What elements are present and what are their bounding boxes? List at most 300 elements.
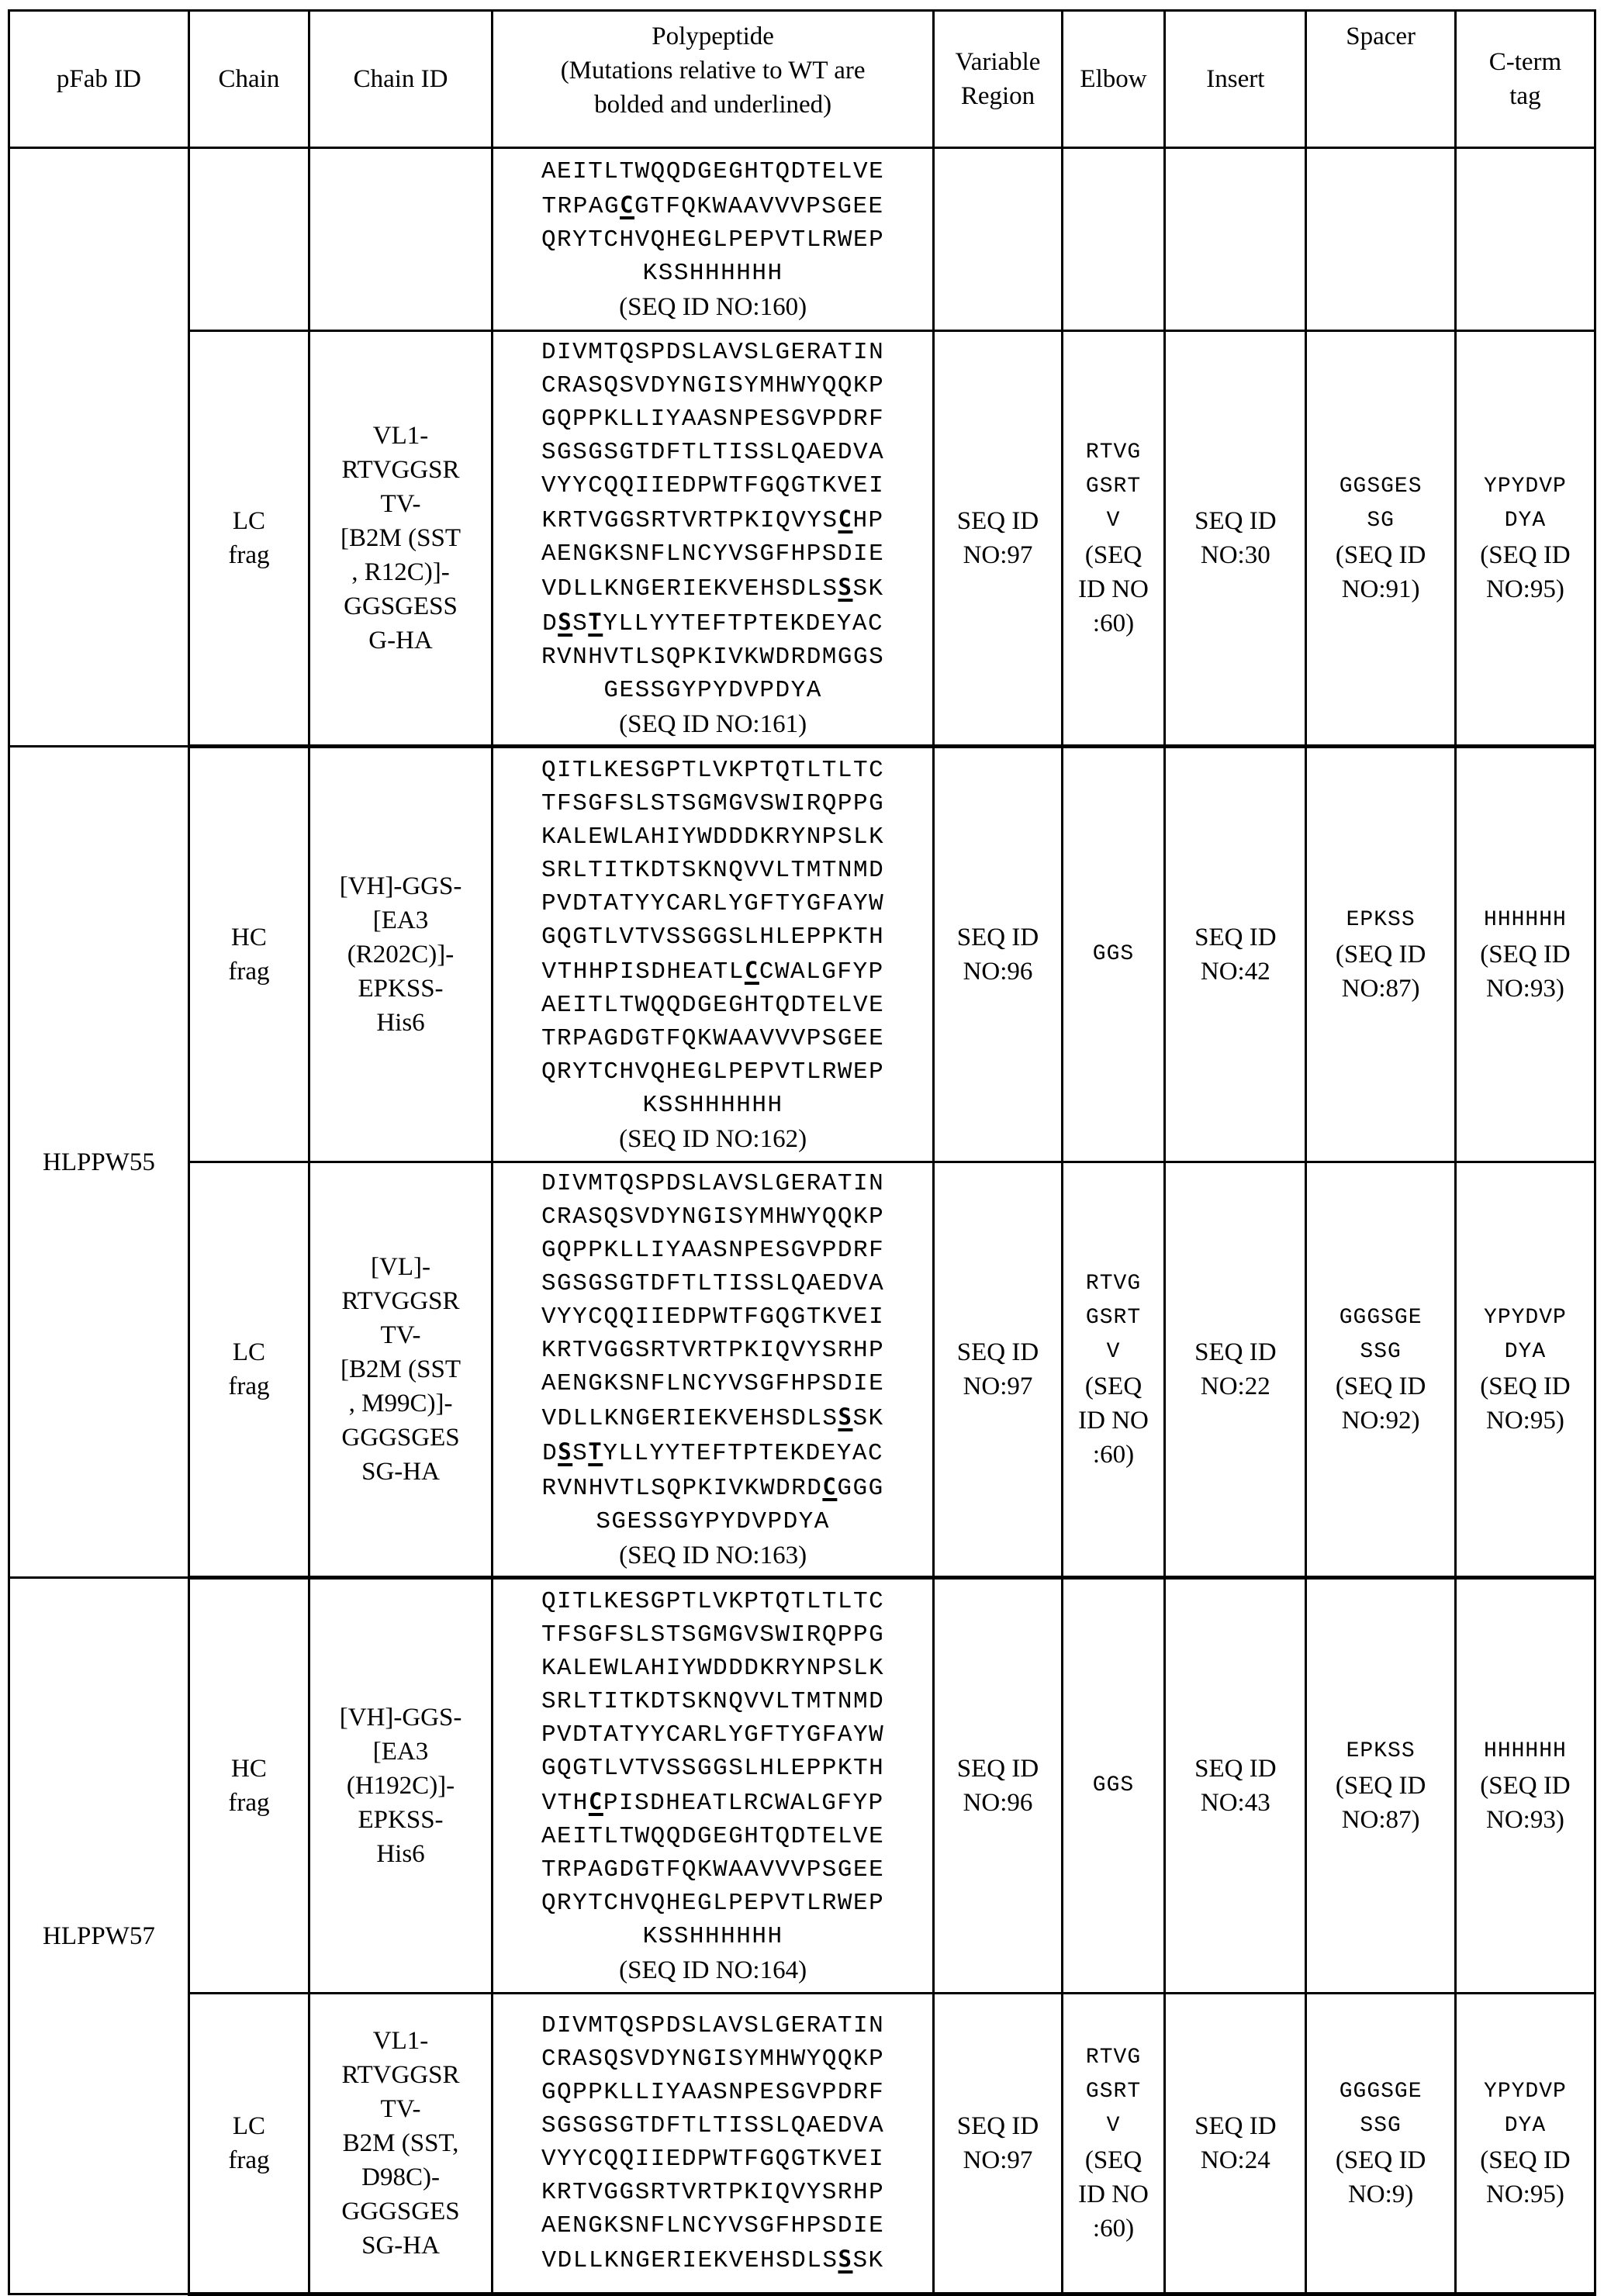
sequence-segment: CRASQSVDYNGISYMHWYQQKP: [541, 371, 885, 399]
sequence-line: [493, 1920, 932, 1953]
spacer-seq-ref: (SEQ ID: [1335, 1772, 1426, 1800]
sequence-segment: GQPPKLLIYAASNPESGVPDRF: [541, 2079, 885, 2106]
spacer-cell: [1306, 747, 1455, 1162]
mutation-residue: C: [838, 505, 853, 532]
sequence-line: [493, 2009, 932, 2042]
cterm-sequence: YPYDVP: [1484, 2080, 1567, 2104]
elbow-sequence: V: [1106, 2114, 1121, 2138]
spacer-sequence: EPKSS: [1346, 908, 1416, 932]
sequence-line: [493, 674, 932, 707]
cell-line: TV-: [380, 2095, 421, 2123]
chain-cell: [188, 1162, 309, 1578]
cell-line: NO:96: [963, 958, 1033, 986]
sequence-line: [493, 336, 932, 369]
cell-line: NO:97: [963, 541, 1033, 569]
sequence-line: [493, 754, 932, 787]
sequence-line: [493, 436, 932, 469]
cell-line: RTVGGSR: [341, 1287, 460, 1315]
cell-line: NO:24: [1200, 2146, 1270, 2174]
chain-id-cell: [309, 148, 493, 331]
sequence-segment: VYYCQQIIEDPWTFGQGTKVEI: [541, 2146, 885, 2173]
header-spacer: Spacer: [1306, 11, 1455, 148]
sequence-line: [493, 502, 932, 537]
sequence-segment: SGSGSGTDFTLTISSLQAEDVA: [541, 1269, 885, 1297]
cterm-sequence: DYA: [1504, 509, 1547, 533]
cell-line: RTVGGSR: [341, 456, 460, 484]
cterm-tag-cell: [1455, 1162, 1595, 1578]
mutation-residue: S: [558, 1438, 573, 1465]
sequence-line: [493, 640, 932, 674]
sequence-segment: AENGKSNFLNCYVSGFHPSDIE: [541, 1369, 885, 1397]
sequence-line: [493, 369, 932, 402]
elbow-seq-ref: ID NO: [1078, 1407, 1149, 1435]
mutation-residue: S: [838, 2246, 853, 2272]
elbow-sequence: RTVG: [1085, 440, 1142, 464]
sequence-segment: YLLYYTEFTPTEKDEYAC: [603, 609, 884, 637]
sequence-segment: PVDTATYYCARLYGFTYGFAYW: [541, 889, 885, 917]
pfab-id: HLPPW55: [42, 1148, 155, 1176]
cell-line: NO:97: [963, 1372, 1033, 1400]
sequence-line: [493, 1022, 932, 1055]
cterm-tag-cell: [1455, 1578, 1595, 1994]
cell-line: SEQ ID: [956, 1755, 1039, 1783]
header-elbow: Elbow: [1062, 11, 1164, 148]
spacer-cell: [1306, 148, 1455, 331]
seq-id-reference: (SEQ ID NO:163): [619, 1541, 807, 1569]
cell-line: SG-HA: [361, 1458, 440, 1486]
variable-region-cell: [934, 747, 1063, 1162]
mutation-residue: C: [744, 956, 759, 983]
sequence-segment: KSSHHHHHH: [642, 1922, 783, 1950]
chain-label: HC: [231, 1755, 267, 1783]
sequence-line: [493, 954, 932, 989]
cell-line: SEQ ID: [956, 1338, 1039, 1366]
cterm-seq-ref: (SEQ ID: [1480, 1372, 1571, 1400]
sequence-line: [493, 1300, 932, 1334]
mutation-residue: C: [620, 191, 635, 218]
chain-label: frag: [228, 541, 270, 569]
insert-cell: [1165, 1994, 1306, 2294]
elbow-cell: [1062, 331, 1164, 747]
pfab-id: HLPPW57: [42, 1921, 155, 1950]
spacer-sequence: SSG: [1360, 1340, 1402, 1364]
sequence-segment: YLLYYTEFTPTEKDEYAC: [603, 1439, 884, 1467]
sequence-segment: KALEWLAHIYWDDDKRYNPSLK: [541, 1654, 885, 1682]
pfab-id-cell: [9, 1578, 189, 2294]
insert-cell: [1165, 331, 1306, 747]
polypeptide-cell: [493, 148, 934, 331]
elbow-seq-ref: ID NO: [1078, 575, 1149, 603]
cell-line: NO:22: [1200, 1372, 1270, 1400]
chain-label: HC: [231, 924, 267, 951]
header-cterm-tag: C-term tag: [1455, 11, 1595, 148]
elbow-sequence: RTVG: [1085, 2046, 1142, 2070]
spacer-cell: [1306, 1994, 1455, 2294]
sequence-segment: KRTVGGSRTVRTPKIQVYS: [541, 506, 838, 534]
elbow-seq-ref: ID NO: [1078, 2180, 1149, 2208]
sequence-line: [493, 188, 932, 223]
cterm-seq-ref: (SEQ ID: [1480, 1772, 1571, 1800]
sequence-line: [493, 2209, 932, 2242]
sequence-line: [493, 1853, 932, 1887]
cell-line: NO:42: [1200, 958, 1270, 986]
spacer-cell: [1306, 331, 1455, 747]
sequence-line: [493, 1685, 932, 1718]
spacer-seq-ref: (SEQ ID: [1335, 941, 1426, 968]
sequence-line: [493, 787, 932, 820]
sequence-line: [493, 155, 932, 188]
sequence-segment: GTFQKWAAVVVPSGEE: [634, 192, 884, 220]
elbow-sequence: GGS: [1092, 1773, 1135, 1797]
sequence-line: [493, 1089, 932, 1122]
cterm-sequence: HHHHHH: [1484, 908, 1567, 932]
cell-line: [VH]-GGS-: [339, 872, 462, 900]
spacer-sequence: EPKSS: [1346, 1739, 1416, 1763]
sequence-segment: QITLKESGPTLVKPTQTLTLTC: [541, 756, 885, 784]
cell-line: SG-HA: [361, 2232, 440, 2260]
sequence-line: [493, 1367, 932, 1400]
cell-line: TV-: [380, 490, 421, 518]
sequence-segment: CWALGFYP: [759, 958, 884, 986]
sequence-line: [493, 1055, 932, 1089]
sequence-segment: PISDHEATLRCWALGFYP: [603, 1789, 884, 1817]
mutation-residue: S: [558, 608, 573, 635]
cell-line: VL1-: [372, 422, 429, 450]
sequence-segment: PVDTATYYCARLYGFTYGFAYW: [541, 1721, 885, 1749]
cterm-tag-cell: [1455, 747, 1595, 1162]
sequence-line: [493, 1820, 932, 1853]
sequence-segment: RVNHVTLSQPKIVKWDRD: [541, 1474, 823, 1502]
sequence-line: [493, 920, 932, 954]
chain-label: frag: [228, 2146, 270, 2174]
sequence-segment: AEITLTWQQDGEGHTQDTELVE: [541, 157, 885, 185]
variable-region-cell: [934, 1578, 1063, 1994]
sequence-segment: GQGTLVTVSSGGSLHLEPPKTH: [541, 1754, 885, 1782]
sequence-line: [493, 1167, 932, 1200]
polypeptide-cell: [493, 1578, 934, 1994]
seq-id-reference: (SEQ ID NO:164): [619, 1956, 807, 1984]
sequence-segment: HP: [852, 506, 884, 534]
sequence-segment: AEITLTWQQDGEGHTQDTELVE: [541, 1822, 885, 1850]
spacer-seq-ref: NO:91): [1341, 575, 1420, 603]
sequence-line: [493, 606, 932, 640]
sequence-segment: GQPPKLLIYAASNPESGVPDRF: [541, 405, 885, 433]
mutation-residue: C: [588, 1787, 603, 1814]
cell-line: SEQ ID: [956, 2112, 1039, 2140]
sequence-segment: CRASQSVDYNGISYMHWYQQKP: [541, 1203, 885, 1231]
cterm-sequence: YPYDVP: [1484, 475, 1567, 499]
spacer-seq-ref: NO:9): [1347, 2180, 1414, 2208]
cterm-sequence: DYA: [1504, 2114, 1547, 2138]
sequence-segment: RVNHVTLSQPKIVKWDRDMGGS: [541, 643, 885, 671]
chain-cell: [188, 1994, 309, 2294]
sequence-line: [493, 1887, 932, 1920]
chain-id-cell: [309, 747, 493, 1162]
cell-line: [B2M (SST: [341, 1355, 461, 1383]
sequence-line: [493, 2176, 932, 2209]
sequence-line: [493, 223, 932, 257]
sequence-segment: S: [572, 1439, 589, 1467]
chain-cell: [188, 747, 309, 1162]
sequence-line: [493, 2142, 932, 2176]
sequence-line: [493, 1334, 932, 1367]
chain-id-cell: [309, 1994, 493, 2294]
sequence-segment: DIVMTQSPDSLAVSLGERATIN: [541, 1169, 885, 1197]
sequence-line: [493, 1234, 932, 1267]
chain-cell: [188, 1578, 309, 1994]
sequence-segment: QRYTCHVQHEGLPEPVTLRWEP: [541, 1058, 885, 1086]
spacer-cell: [1306, 1578, 1455, 1994]
variable-region-cell: [934, 1162, 1063, 1578]
sequence-segment: SK: [852, 575, 884, 602]
cell-line: B2M (SST,: [342, 2129, 459, 2157]
sequence-segment: GQGTLVTVSSGGSLHLEPPKTH: [541, 923, 885, 951]
elbow-cell: [1062, 148, 1164, 331]
pfab-id-cell: [9, 148, 189, 747]
sequence-segment: TFSGFSLSTSGMGVSWIRQPPG: [541, 1621, 885, 1649]
sequence-segment: S: [572, 609, 589, 637]
sequence-segment: SK: [852, 2247, 884, 2274]
sequence-line: [493, 2242, 932, 2277]
elbow-seq-ref: (SEQ: [1084, 2146, 1143, 2174]
cell-line: SEQ ID: [1194, 1338, 1277, 1366]
sequence-line: [493, 1785, 932, 1820]
cell-line: NO:96: [963, 1789, 1033, 1817]
sequence-segment: SGSGSGTDFTLTISSLQAEDVA: [541, 438, 885, 466]
chain-cell: [188, 331, 309, 747]
table-row: [9, 1162, 1595, 1578]
sequence-segment: VTH: [541, 1789, 589, 1817]
elbow-sequence: GGS: [1092, 942, 1135, 966]
sequence-table: [8, 9, 1596, 2296]
sequence-line: [493, 1718, 932, 1752]
elbow-sequence: V: [1106, 509, 1121, 533]
sequence-line: [493, 1752, 932, 1785]
elbow-cell: [1062, 747, 1164, 1162]
sequence-segment: DIVMTQSPDSLAVSLGERATIN: [541, 2012, 885, 2039]
elbow-seq-ref: (SEQ: [1084, 1372, 1143, 1400]
cterm-seq-ref: NO:95): [1486, 2180, 1564, 2208]
table-row: [9, 747, 1595, 1162]
sequence-segment: TFSGFSLSTSGMGVSWIRQPPG: [541, 789, 885, 817]
sequence-segment: KALEWLAHIYWDDDKRYNPSLK: [541, 823, 885, 851]
sequence-line: [493, 2076, 932, 2109]
cell-line: SEQ ID: [1194, 924, 1277, 951]
cell-line: SEQ ID: [1194, 2112, 1277, 2140]
sequence-line: [493, 820, 932, 854]
cterm-seq-ref: NO:93): [1486, 1806, 1564, 1834]
spacer-cell: [1306, 1162, 1455, 1578]
cterm-seq-ref: NO:95): [1486, 575, 1564, 603]
sequence-segment: KSSHHHHHH: [642, 259, 783, 287]
sequence-line: [493, 1470, 932, 1505]
chain-id-cell: [309, 331, 493, 747]
sequence-line: [493, 1505, 932, 1538]
sequence-segment: VYYCQQIIEDPWTFGQGTKVEI: [541, 1303, 885, 1331]
sequence-segment: KSSHHHHHH: [642, 1091, 783, 1119]
sequence-segment: D: [542, 1439, 558, 1467]
sequence-segment: DIVMTQSPDSLAVSLGERATIN: [541, 338, 885, 366]
header-chain-id: Chain ID: [309, 11, 493, 148]
sequence-line: [493, 571, 932, 606]
cell-line: GGGSGES: [341, 1424, 460, 1452]
sequence-segment: VDLLKNGERIEKVEHSDLS: [541, 1404, 838, 1432]
cterm-seq-ref: NO:93): [1486, 975, 1564, 1003]
elbow-cell: [1062, 1162, 1164, 1578]
sequence-line: [493, 989, 932, 1022]
cell-line: , M99C)]-: [348, 1390, 453, 1417]
cell-line: EPKSS-: [358, 975, 444, 1003]
chain-id-cell: [309, 1578, 493, 1994]
elbow-seq-ref: :60): [1092, 609, 1135, 637]
sequence-line: [493, 469, 932, 502]
cell-line: , R12C)]-: [351, 558, 450, 586]
elbow-cell: [1062, 1578, 1164, 1994]
sequence-line: [493, 1267, 932, 1300]
cell-line: GGGSGES: [341, 2198, 460, 2225]
cell-line: RTVGGSR: [341, 2061, 460, 2089]
spacer-seq-ref: NO:87): [1341, 975, 1420, 1003]
seq-id-reference: (SEQ ID NO:161): [619, 710, 807, 738]
cell-line: TV-: [380, 1321, 421, 1349]
sequence-segment: KRTVGGSRTVRTPKIQVYSRHP: [541, 1336, 885, 1364]
seq-id-reference: (SEQ ID NO:160): [619, 292, 807, 321]
cell-line: SEQ ID: [1194, 507, 1277, 535]
sequence-segment: VDLLKNGERIEKVEHSDLS: [541, 575, 838, 602]
chain-cell: [188, 148, 309, 331]
header-row: [9, 11, 1595, 148]
sequence-line: [493, 1200, 932, 1234]
spacer-seq-ref: (SEQ ID: [1335, 1372, 1426, 1400]
cell-line: NO:30: [1200, 541, 1270, 569]
sequence-line: [493, 2109, 932, 2142]
sequence-segment: D: [542, 609, 558, 637]
cell-line: [VH]-GGS-: [339, 1704, 462, 1731]
spacer-sequence: SG: [1367, 509, 1395, 533]
cterm-seq-ref: (SEQ ID: [1480, 2146, 1571, 2174]
sequence-segment: VDLLKNGERIEKVEHSDLS: [541, 2247, 838, 2274]
sequence-segment: GGG: [837, 1474, 884, 1502]
mutation-residue: T: [588, 1438, 603, 1465]
sequence-segment: AEITLTWQQDGEGHTQDTELVE: [541, 991, 885, 1019]
elbow-sequence: V: [1106, 1340, 1121, 1364]
sequence-segment: AENGKSNFLNCYVSGFHPSDIE: [541, 540, 885, 568]
sequence-line: [493, 1435, 932, 1470]
cell-line: (H192C)]-: [346, 1772, 455, 1800]
spacer-seq-ref: NO:92): [1341, 1407, 1420, 1435]
sequence-segment: AENGKSNFLNCYVSGFHPSDIE: [541, 2212, 885, 2239]
sequence-line: [493, 1585, 932, 1618]
seq-id-reference: (SEQ ID NO:162): [619, 1124, 807, 1153]
variable-region-cell: [934, 1994, 1063, 2294]
cterm-seq-ref: (SEQ ID: [1480, 941, 1571, 968]
sequence-segment: KRTVGGSRTVRTPKIQVYSRHP: [541, 2179, 885, 2206]
sequence-segment: TRPAGDGTFQKWAAVVVPSGEE: [541, 1024, 885, 1052]
sequence-segment: SGSGSGTDFTLTISSLQAEDVA: [541, 2112, 885, 2139]
cell-line: SEQ ID: [956, 507, 1039, 535]
elbow-seq-ref: :60): [1092, 2215, 1135, 2242]
pfab-id-cell: [9, 747, 189, 1578]
sequence-segment: QITLKESGPTLVKPTQTLTLTC: [541, 1587, 885, 1615]
cell-line: His6: [376, 1840, 425, 1868]
sequence-line: [493, 402, 932, 436]
cell-line: NO:43: [1200, 1789, 1270, 1817]
sequence-line: [493, 1618, 932, 1652]
spacer-seq-ref: (SEQ ID: [1335, 2146, 1426, 2174]
chain-label: LC: [232, 2112, 266, 2140]
cterm-seq-ref: NO:95): [1486, 1407, 1564, 1435]
cterm-tag-cell: [1455, 331, 1595, 747]
cterm-sequence: HHHHHH: [1484, 1739, 1567, 1763]
sequence-segment: CRASQSVDYNGISYMHWYQQKP: [541, 2046, 885, 2073]
cterm-seq-ref: (SEQ ID: [1480, 541, 1571, 569]
table-row: [9, 1994, 1595, 2294]
sequence-segment: VYYCQQIIEDPWTFGQGTKVEI: [541, 471, 885, 499]
header-variable-region: Variable Region: [934, 11, 1063, 148]
chain-label: frag: [228, 958, 270, 986]
chain-id-cell: [309, 1162, 493, 1578]
cell-line: SEQ ID: [1194, 1755, 1277, 1783]
sequence-line: [493, 257, 932, 290]
sequence-segment: SK: [852, 1404, 884, 1432]
chain-label: frag: [228, 1372, 270, 1400]
cell-line: [VL]-: [371, 1253, 430, 1281]
cell-line: G-HA: [368, 627, 433, 654]
spacer-sequence: GGGSGE: [1339, 1306, 1423, 1330]
sequence-line: [493, 2042, 932, 2076]
cell-line: [EA3: [372, 1738, 429, 1766]
elbow-sequence: RTVG: [1085, 1272, 1142, 1296]
cterm-sequence: DYA: [1504, 1340, 1547, 1364]
elbow-seq-ref: :60): [1092, 1441, 1135, 1469]
sequence-segment: QRYTCHVQHEGLPEPVTLRWEP: [541, 226, 885, 254]
polypeptide-cell: [493, 1162, 934, 1578]
variable-region-cell: [934, 148, 1063, 331]
cell-line: GGSGESS: [344, 592, 458, 620]
header-insert: Insert: [1165, 11, 1306, 148]
table-row: [9, 148, 1595, 331]
insert-cell: [1165, 148, 1306, 331]
spacer-sequence: GGGSGE: [1339, 2080, 1423, 2104]
elbow-seq-ref: (SEQ: [1084, 541, 1143, 569]
mutation-residue: S: [838, 1403, 853, 1430]
sequence-segment: TRPAG: [541, 192, 621, 220]
cell-line: [B2M (SST: [341, 524, 461, 552]
chain-label: LC: [232, 507, 266, 535]
sequence-line: [493, 1400, 932, 1435]
sequence-segment: GQPPKLLIYAASNPESGVPDRF: [541, 1236, 885, 1264]
sequence-line: [493, 1652, 932, 1685]
sequence-segment: QRYTCHVQHEGLPEPVTLRWEP: [541, 1889, 885, 1917]
elbow-sequence: GSRT: [1085, 1306, 1142, 1330]
spacer-sequence: GGSGES: [1339, 475, 1423, 499]
insert-cell: [1165, 1162, 1306, 1578]
sequence-line: [493, 537, 932, 571]
sequence-segment: TRPAGDGTFQKWAAVVVPSGEE: [541, 1856, 885, 1883]
cterm-sequence: YPYDVP: [1484, 1306, 1567, 1330]
spacer-sequence: SSG: [1360, 2114, 1402, 2138]
table-row: [9, 331, 1595, 747]
mutation-residue: S: [838, 573, 853, 600]
header-polypeptide: Polypeptide (Mutations relative to WT are bolded and underlined): [493, 11, 934, 148]
polypeptide-cell: [493, 331, 934, 747]
cell-line: (R202C)]-: [347, 941, 455, 968]
sequence-segment: VTHHPISDHEATL: [541, 958, 745, 986]
elbow-sequence: GSRT: [1085, 2080, 1142, 2104]
spacer-seq-ref: (SEQ ID: [1335, 541, 1426, 569]
insert-cell: [1165, 747, 1306, 1162]
chain-label: LC: [232, 1338, 266, 1366]
